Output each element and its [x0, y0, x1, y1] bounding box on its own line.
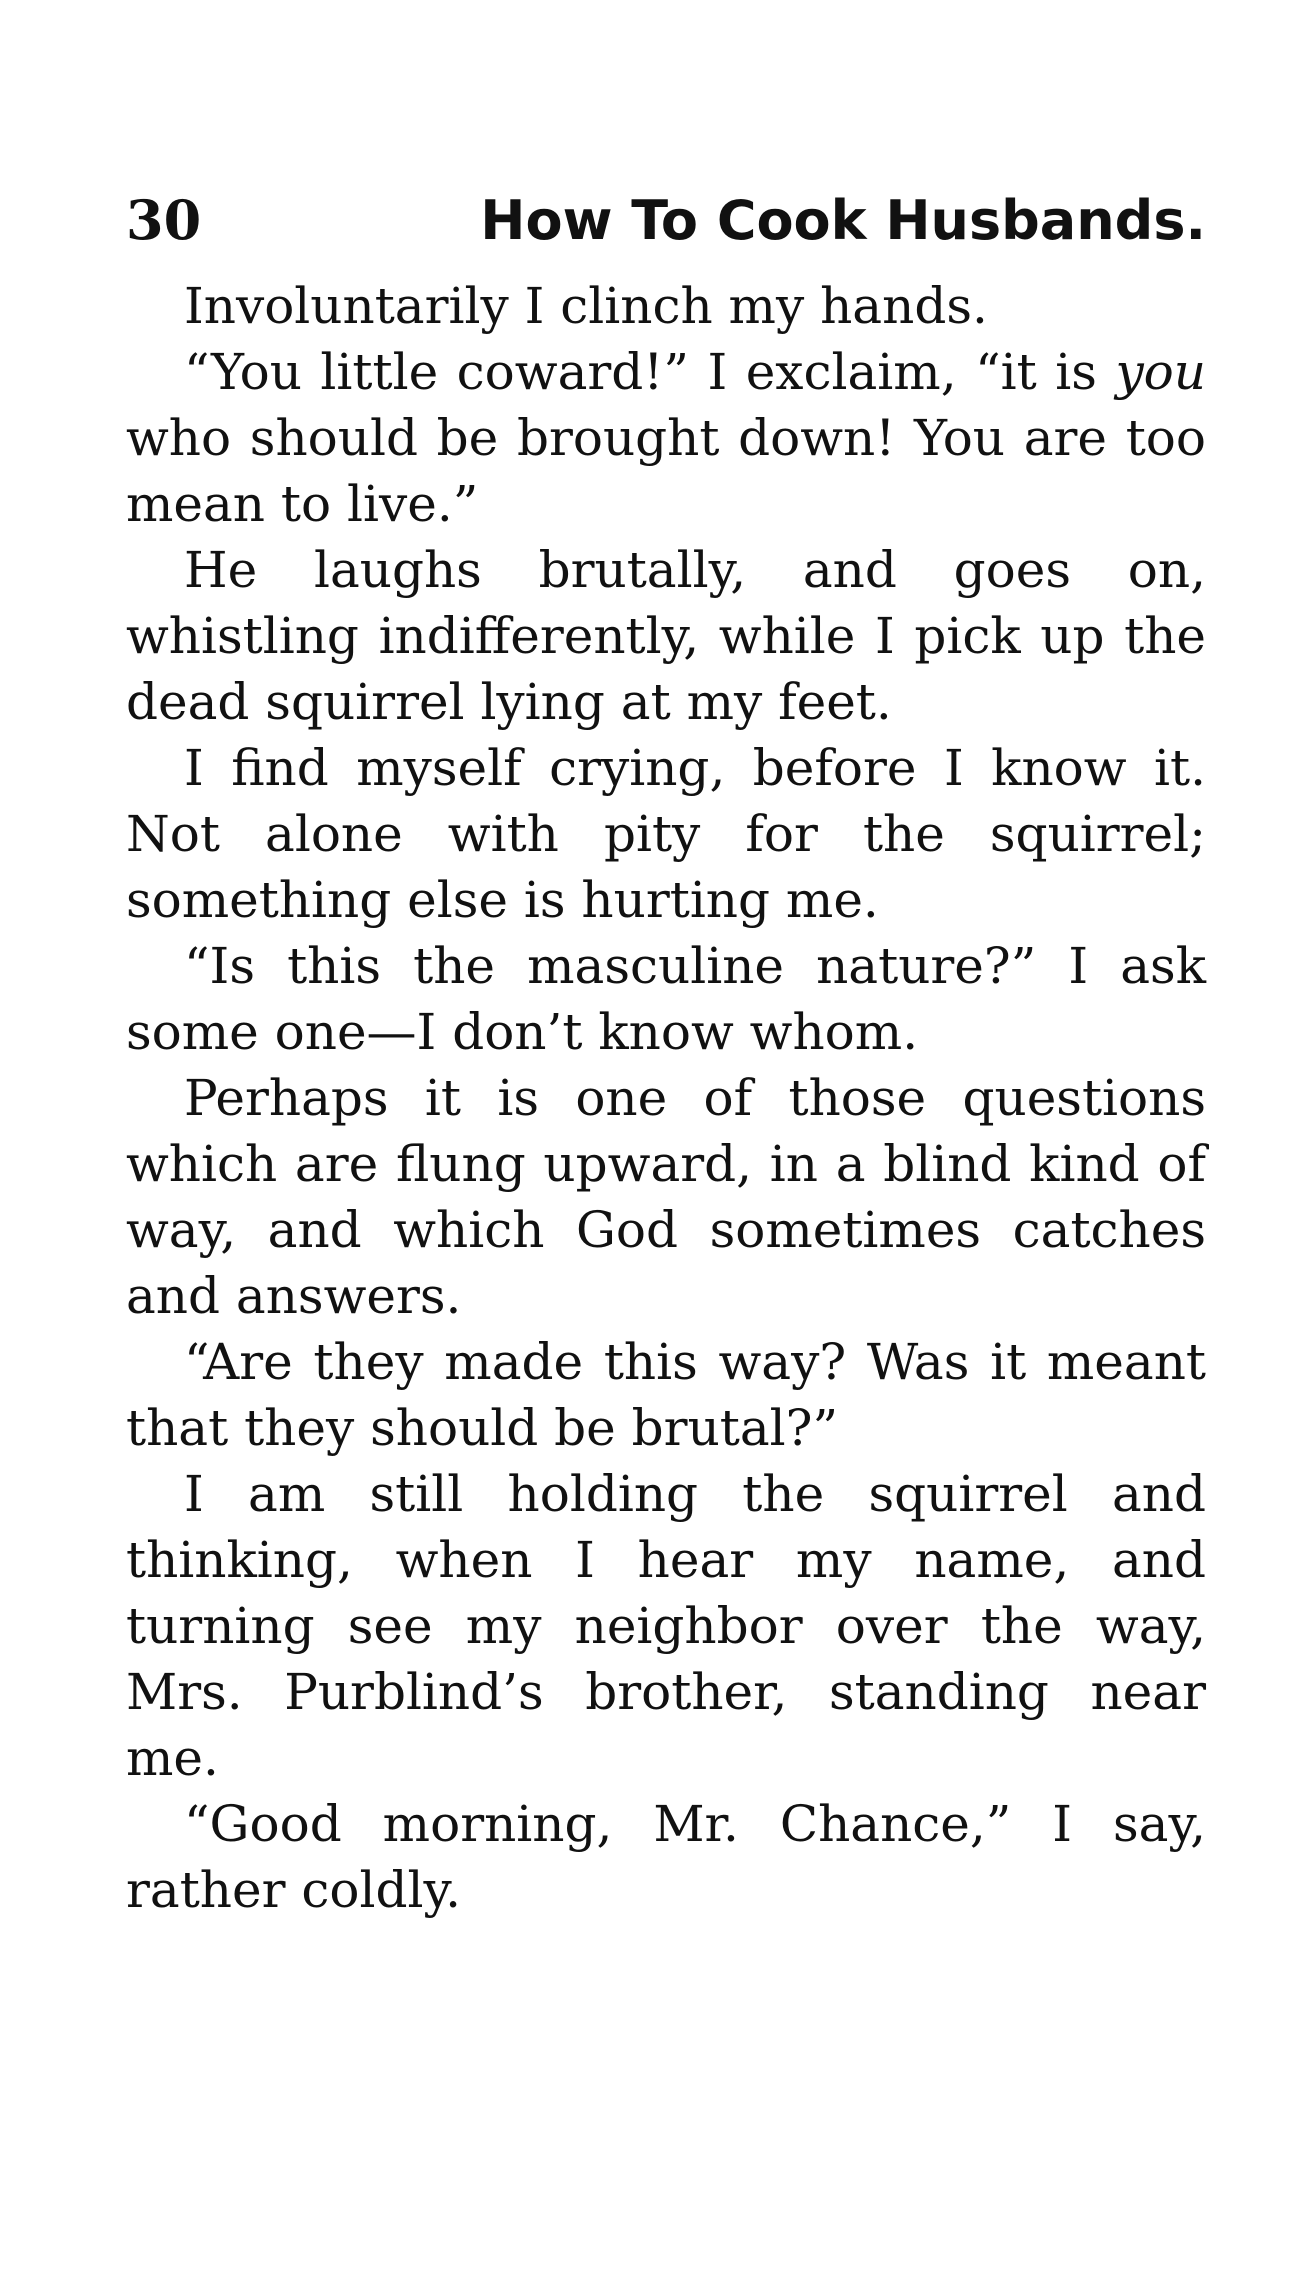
paragraph-2-start: “You little coward!” I exclaim, “it is [184, 343, 1097, 401]
book-title: How To Cook Husbands. [480, 189, 1206, 252]
paragraph-4: I find myself crying, before I know it. Not alone with pity for the squirrel; something else is hurting me. [126, 739, 1206, 929]
paragraph-3: He laughs brutally, and goes on, whistling indifferently, while I pick up the dead squirrel lying at my feet. [126, 541, 1206, 731]
page-number: 30 [126, 188, 202, 252]
paragraph-2 [126, 339, 1206, 537]
paragraph-8: I am still holding the squirrel and thinking, when I hear my name, and turning see my neighbor over the way, Mrs. Purblind’s brother, standing near me. [126, 1465, 1206, 1787]
paragraph-2-end: who should be brought down! You are too mean to live.” [126, 409, 1206, 533]
italic-word: you [1115, 343, 1206, 401]
paragraph-7: “Are they made this way? Was it meant that they should be brutal?” [126, 1333, 1206, 1457]
page-body [126, 273, 1206, 1923]
running-head [126, 180, 1206, 261]
paragraph-6: Perhaps it is one of those questions which are flung upward, in a blind kind of way, and which God sometimes catches and answers. [126, 1069, 1206, 1325]
book-page [126, 180, 1206, 1923]
paragraph-9: “Good morning, Mr. Chance,” I say, rather coldly. [126, 1795, 1206, 1919]
paragraph-5: “Is this the masculine nature?” I ask some one—I don’t know whom. [126, 937, 1206, 1061]
paragraph-1: Involuntarily I clinch my hands. [184, 277, 988, 335]
